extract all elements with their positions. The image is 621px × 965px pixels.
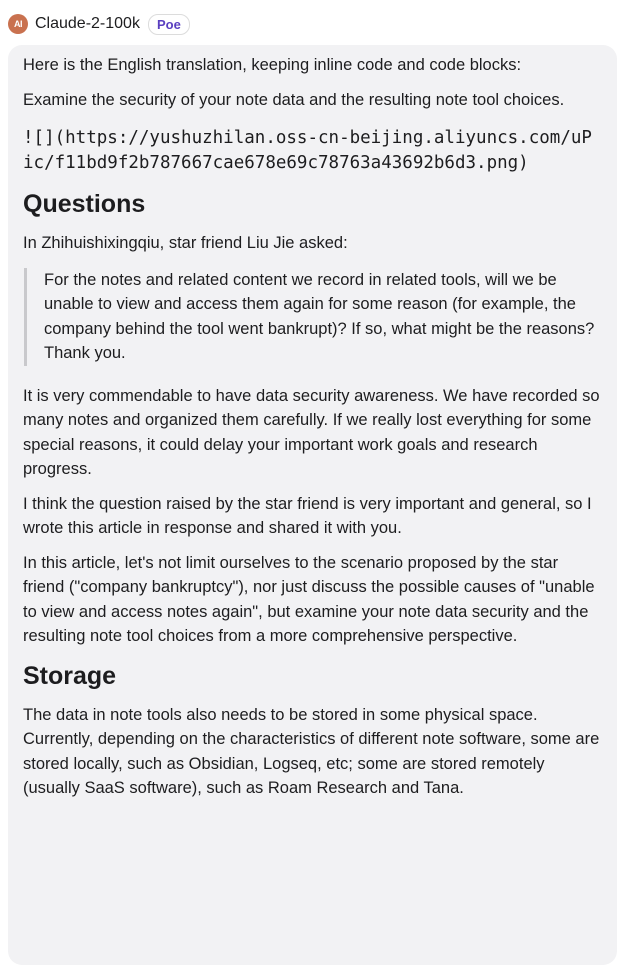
message-header [8,12,190,36]
poe-badge: Poe [148,14,190,35]
storage-heading: Storage [23,661,117,690]
paragraph-2: I think the question raised by the star friend is very important and general, so I wrote this article in response and shared it with you. [23,494,592,537]
questions-heading: Questions [23,190,146,218]
image-markdown-code: ![](https://yushuzhilan.oss-cn-beijing.aliyuncs.com/uPic/f11bd9f2b787667cae678e69c78763a43692b6d3.png) [23,128,592,173]
quote-text: For the notes and related content we record in related tools, will we be unable to view and access them again for some reason (for example, the company behind the tool went bankrupt)? If so, what might be the reasons? Thank you. [44,270,595,362]
paragraph-3: In this article, let's not limit ourselves to the scenario proposed by the star friend ("company bankruptcy"), nor just discuss the possible causes of "unable to view and access notes again", but examine your note data security and the resulting note tool choices from a more comprehensive perspective. [23,553,595,645]
intro-text: Here is the English translation, keeping inline code and code blocks: [23,56,522,74]
storage-paragraph: The data in note tools also needs to be stored in some physical space. Currently, depending on the characteristics of different note software, some are stored locally, such as Obsidian, Logseq, etc; some are stored remotely (usually SaaS software), such as Roam Research and Tana. [23,705,600,797]
blockquote [24,268,601,366]
subtitle-text: Examine the security of your note data and the resulting note tool choices. [23,90,565,109]
message-bubble [8,45,617,965]
bot-name[interactable]: Claude-2-100k [35,15,140,32]
paragraph-1: It is very commendable to have data security awareness. We have recorded so many notes and organized them carefully. If we really lost everything for some special reasons, it could delay your important work goals and research progress. [23,386,600,478]
bot-avatar[interactable]: AI [8,14,28,34]
questions-intro: In Zhihuishixingqiu, star friend Liu Jie asked: [23,234,348,252]
